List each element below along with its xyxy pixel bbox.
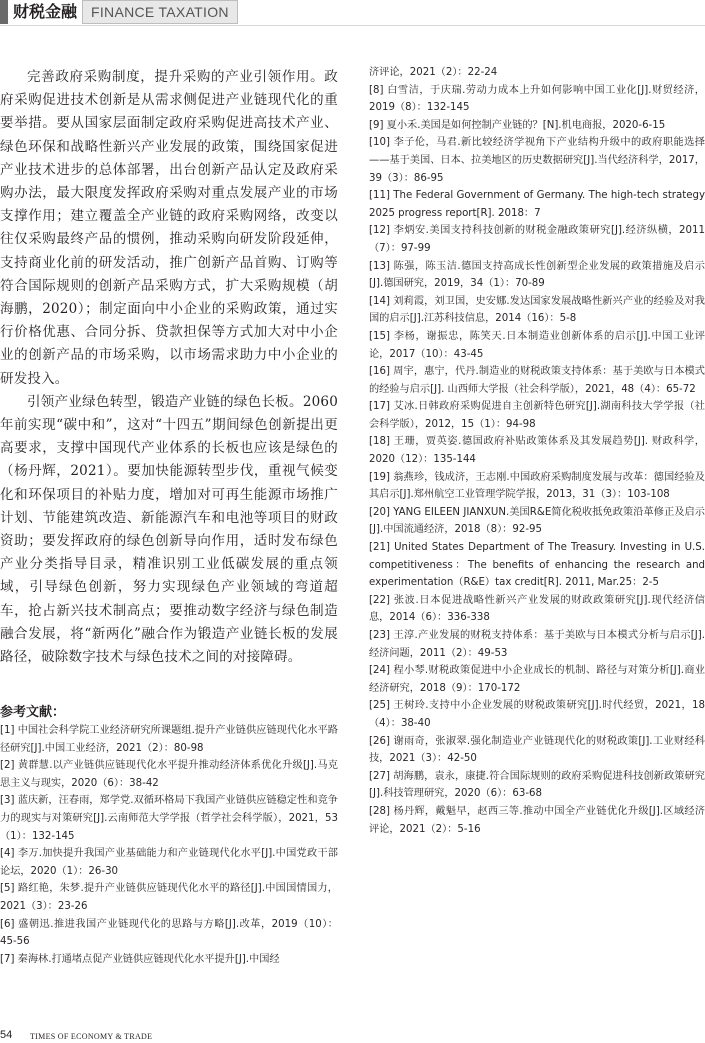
section-title-cn: 财税金融 — [13, 2, 78, 21]
reference-item: [18] 王珊，贾英姿.德国政府补贴政策体系及其发展趋势[J]. 财政科学，2020（12）：135-144 — [369, 436, 705, 466]
reference-item: [22] 张波.日本促进战略性新兴产业发展的财政政策研究[J].现代经济信息，2014（6）：336-338 — [369, 594, 705, 624]
reference-item: [17] 艾冰.日韩政府采购促进自主创新特色研究[J].湖南科技大学学报（社会科学版），2012，15（1）：94-98 — [369, 401, 705, 430]
body-text-column — [0, 66, 338, 669]
reference-item: [12] 李炳安.美国支持科技创新的财税金融政策研究[J].经济纵横，2011（7）：97-99 — [369, 225, 705, 254]
reference-item: [15] 李杨，谢振忠，陈笑天.日本制造业创新体系的启示[J].中国工业评论，2017（10）：43-45 — [369, 330, 705, 360]
reference-item: [6] 盛朝迅.推进我国产业链现代化的思路与方略[J].改革，2019（10）：45-56 — [0, 918, 338, 948]
reference-item: [10] 李子伦，马君.新比较经济学视角下产业结构升级中的政府职能选择——基于美国、日本、拉美地区的历史数据研究[J].当代经济科学，2017，39（3）：86-95 — [369, 137, 705, 184]
journal-name: TIMES OF ECONOMY & TRADE — [30, 1032, 153, 1041]
reference-item: [11] The Federal Government of Germany. The high-tech strategy 2025 progress report[R]. 2018：7 — [369, 190, 705, 219]
reference-item: [19] 翁燕珍，钱成济，王志刚.中国政府采购制度发展与改革：德国经验及其启示[J].郑州航空工业管理学院学报，2013，31（3）：103-108 — [369, 471, 705, 501]
reference-item: [3] 蓝庆新，汪春雨，郑学党.双循环格局下我国产业链供应链稳定性和竞争力的现实与对策研究[J].云南师范大学学报（哲学社会科学版），2021，53（1）：132-145 — [0, 795, 338, 842]
reference-item: [1] 中国社会科学院工业经济研究所课题组.提升产业链供应链现代化水平路径研究[J].中国工业经济，2021（2）：80-98 — [0, 725, 338, 754]
reference-item: [14] 刘莉霞，刘卫国，史安娜.发达国家发展战略性新兴产业的经验及对我国的启示[J].江苏科技信息，2014（16）：5-8 — [369, 295, 705, 325]
reference-item: [26] 谢雨奇，张淑翠.强化制造业产业链现代化的财税政策[J].工业财经科技，2021（3）：42-50 — [369, 735, 705, 765]
reference-item: [23] 王淳.产业发展的财税支持体系：基于美欧与日本模式分析与启示[J].经济问题，2011（2）：49-53 — [369, 630, 705, 659]
reference-item: [16] 周宇，惠宁，代丹.制造业的财税政策支持体系：基于美欧与日本模式的经验与启示[J]. 山西师大学报（社会科学版），2021，48（4）：65-72 — [369, 366, 705, 395]
body-paragraph: 完善政府采购制度，提升采购的产业引领作用。政府采购促进技术创新是从需求侧促进产业链现代化的重要举措。要从国家层面制定政府采购促进高技术产业、绿色环保和战略性新兴产业发展的政策，围绕国家促进产业技术进步的总体部署，出台创新产品认定及政府采购办法，最大限度发挥政府采购对重点发展产业的市场支撑作用；建立覆盖全产业链的政府采购网络，改变以往仅采购最终产品的惯例，推动采购向研发阶段延伸，支持商业化前的研发活动，推广创新产品首购、订购等符合国际规则的创新产品采购方式，扩大采购规模（胡海鹏，2020）；制定面向中小企业的采购政策，通过实行价格优惠、合同分拆、贷款担保等方式加大对中小企业的创新产品的市场采购，以市场需求助力中小企业的研发投入。 — [0, 69, 338, 387]
page-footer — [0, 1030, 705, 1043]
page-number: 54 — [0, 1029, 13, 1041]
reference-item: [20] YANG EILEEN JIANXUN.美国R&E简化税收抵免政策沿革修正及启示[J].中国流通经济，2018（8）：92-95 — [369, 506, 705, 536]
reference-item: [25] 王树玲.支持中小企业发展的财税政策研究[J].时代经贸，2021，18（4）：38-40 — [369, 700, 705, 729]
reference-item: 济评论，2021（2）：22-24 — [369, 67, 498, 78]
reference-item: [27] 胡海鹏，袁永，康捷.符合国际规则的政府采购促进科技创新政策研究[J].科技管理研究，2020（6）：63-68 — [369, 770, 705, 800]
header-accent-bar — [0, 0, 8, 24]
reference-item: [7] 秦海林.打通堵点促产业链供应链现代化水平提升[J].中国经 — [0, 953, 280, 965]
reference-item: [28] 杨丹辉，戴魁早，赵西三等.推动中国全产业链优化升级[J].区域经济评论，2021（2）：5-16 — [369, 805, 705, 835]
references-list-left — [0, 722, 338, 968]
body-paragraph: 引领产业绿色转型，锻造产业链的绿色长板。2060年前实现“碳中和”，这对“十四五”期间绿色创新提出更高要求，支撑中国现代产业体系的长板也应该是绿色的（杨丹辉，2021）。要加快能源转型步伐，重视气候变化和环保项目的补贴力度，增加对可再生能源市场推广计划、节能建筑改造、新能源汽车和电池等项目的财政资助；要发挥政府的绿色创新导向作用，适时发布绿色产业分类指导目录，精准识别工业低碳发展的重点领域，引导绿色创新，努力实现绿色产业领域的弯道超车，抢占新兴技术制高点；要推动数字经济与绿色制造融合发展，将“新两化”融合作为锻造产业链长板的发展路径，破除数字技术与绿色技术之间的对接障碍。 — [0, 393, 338, 666]
reference-item: [2] 黄群慧.以产业链供应链现代化水平提升推动经济体系优化升级[J].马克思主义与现实，2020（6）：38-42 — [0, 760, 338, 789]
reference-item: [5] 路红艳，朱梦.提升产业链供应链现代化水平的路径[J].中国国情国力，2021（3）：23-26 — [0, 883, 338, 912]
page-header — [0, 0, 705, 26]
section-title-en: FINANCE TAXATION — [82, 0, 238, 24]
references-heading: 参考文献： — [0, 705, 66, 720]
reference-item: [4] 李万.加快提升我国产业基础能力和产业链现代化水平[J].中国党政干部论坛，2020（1）：26-30 — [0, 848, 338, 877]
references-list-right — [369, 64, 705, 838]
reference-item: [9] 夏小禾.美国是如何控制产业链的？[N].机电商报，2020-6-15 — [369, 119, 666, 131]
reference-item: [24] 程小琴.财税政策促进中小企业成长的机制、路径与对策分析[J].商业经济研究，2018（9）：170-172 — [369, 665, 705, 694]
reference-item: [8] 白雪洁，于庆瑞.劳动力成本上升如何影响中国工业化[J].财贸经济，2019（8）：132-145 — [369, 84, 705, 114]
reference-item: [21] United States Department of The Treasury. Investing in U.S. competitiveness：The benefits of enhancing the research and experimentation（R&E）tax credit[R]. 2011, Mar.25：2-5 — [369, 542, 705, 589]
reference-item: [13] 陈强，陈玉洁.德国支持高成长性创新型企业发展的政策措施及启示[J].德国研究，2019，34（1）：70-89 — [369, 260, 705, 290]
